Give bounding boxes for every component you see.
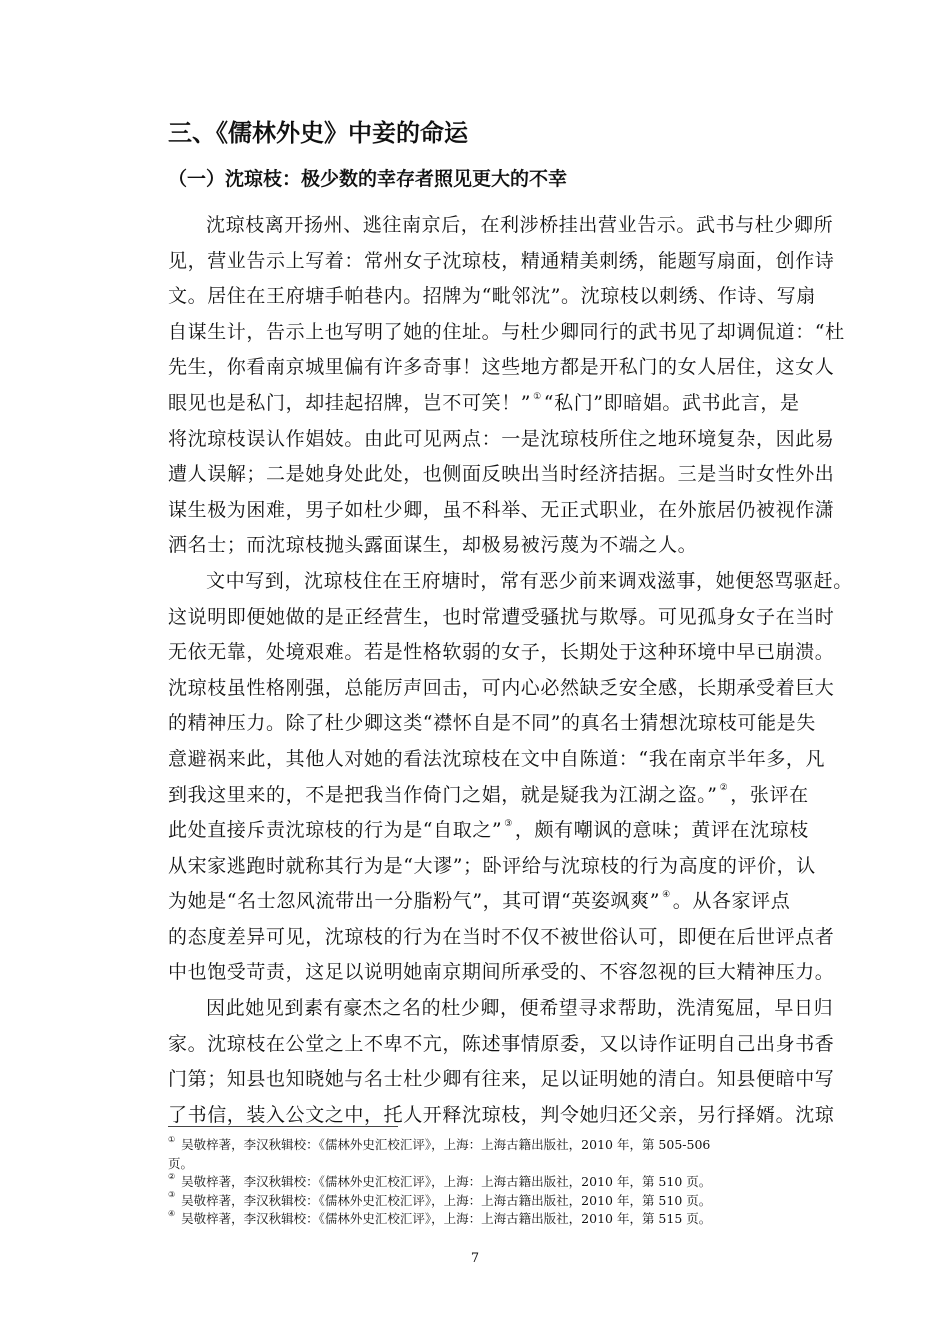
body-line	[168, 350, 835, 386]
body-line-text: 这说明即便她做的是正经营生，也时常遭受骚扰与欺辱。可见孤身女子在当时	[168, 605, 835, 628]
body-line	[168, 244, 835, 280]
body-line-text: ，张评在	[730, 783, 809, 806]
body-line	[168, 635, 835, 671]
body-line-text: 洒名士；而沈琼枝抛头露面谋生，却极易被污蔑为不端之人。	[168, 534, 698, 557]
body-line-text: 了书信，装入公文之中，托人开释沈琼枝，判令她归还父亲，另行择婿。沈琼	[168, 1103, 835, 1126]
footnotes	[168, 1136, 808, 1229]
body-line	[168, 493, 835, 529]
footnote-text: 吴敬梓著，李汉秋辑校：《儒林外史汇校汇评》，上海：上海古籍出版社，2010 年，第 515 页。	[181, 1211, 712, 1226]
body-line	[168, 706, 816, 742]
body-line-text: 门第；知县也知晓她与名士杜少卿有往来，足以证明她的清白。知县便暗中写	[168, 1068, 835, 1091]
body-line	[168, 991, 834, 1027]
footnote-item	[168, 1210, 808, 1229]
body-line	[168, 528, 808, 564]
section-title: 三、《儒林外史》中妾的命运	[168, 119, 468, 147]
body-line-text: 文。居住在王府塘手帕巷内。招牌为“毗邻沈”。沈琼枝以刺绣、作诗、写扇	[168, 285, 816, 308]
body-line-text: 将沈琼枝误认作娼妓。由此可见两点：一是沈琼枝所住之地环境复杂，因此易	[168, 427, 835, 450]
body-line	[168, 920, 835, 956]
footnote-mark: ③	[168, 1190, 176, 1200]
footnote-item	[168, 1173, 808, 1192]
body-line	[168, 813, 808, 849]
body-line	[168, 1098, 835, 1134]
body-line	[168, 778, 808, 814]
footnote-mark: ①	[168, 1134, 176, 1144]
body-line-text: 无依无靠，处境艰难。若是性格软弱的女子，长期处于这种环境中早已崩溃。	[168, 641, 835, 664]
body-line	[168, 422, 835, 458]
body-line-text: 到我这里来的，不是把我当作倚门之娼，就是疑我为江湖之盗。”	[168, 783, 718, 806]
body-line-text: 眼见也是私门，却挂起招牌，岂不可笑！”	[168, 391, 532, 414]
footnote-text: 吴敬梓著，李汉秋辑校：《儒林外史汇校汇评》，上海：上海古籍出版社，2010 年，第 505-506	[181, 1137, 711, 1152]
body-line	[168, 208, 834, 244]
footnote-mark: ②	[168, 1171, 176, 1181]
footnote-item	[168, 1192, 808, 1211]
body-text	[168, 208, 853, 1133]
body-line-text: 谋生极为困难，男子如杜少卿，虽不科举、无正式职业，在外旅居仍被视作潇	[168, 498, 835, 521]
body-line-text: 自谋生计，告示上也写明了她的住址。与杜少卿同行的武书见了却调侃道：“杜	[168, 320, 845, 343]
footnote-text: 页。	[168, 1155, 194, 1171]
body-line-text: ，颇有嘲讽的意味；黄评在沈琼枝	[514, 819, 809, 842]
body-line-text: “私门”即暗娼。武书此言，是	[543, 391, 800, 414]
body-line-text: 沈琼枝离开扬州、逃往南京后，在利涉桥挂出营业告示。武书与杜少卿所	[206, 214, 834, 236]
body-line	[168, 1027, 835, 1063]
footnote-text: 吴敬梓著，李汉秋辑校：《儒林外史汇校汇评》，上海：上海古籍出版社，2010 年，第 510 页。	[181, 1192, 712, 1208]
body-line	[168, 742, 826, 778]
body-line-text: 意避祸来此，其他人对她的看法沈琼枝在文中自陈道：“我在南京半年多，凡	[168, 747, 826, 770]
body-line	[168, 386, 808, 422]
body-line-text: 因此她见到素有豪杰之名的杜少卿，便希望寻求帮助，洗清冤屈，早日归	[206, 997, 834, 1020]
footnote-reference: ④	[662, 889, 671, 900]
body-line-text: 为她是“名士忽风流带出一分脂粉气”，其可谓“英姿飒爽”	[168, 890, 661, 913]
body-line	[168, 849, 816, 885]
body-line-text: 此处直接斥责沈琼枝的行为是“自取之”	[168, 819, 503, 842]
page-number: 7	[470, 1251, 480, 1266]
footnote-item	[168, 1136, 808, 1155]
body-line-text: 沈琼枝虽性格刚强，总能厉声回击，可内心必然缺乏安全感，长期承受着巨大	[168, 676, 835, 699]
footnote-reference: ②	[719, 783, 729, 794]
body-line-text: 的态度差异可见，沈琼枝的行为在当时不仅不被世俗认可，即便在后世评点者	[168, 925, 835, 948]
body-line	[168, 564, 853, 600]
body-line	[168, 955, 835, 991]
body-line-text: 从宋家逃跑时就称其行为是“大谬”；卧评给与沈琼枝的行为高度的评价，认	[168, 854, 816, 877]
body-line	[168, 600, 835, 636]
body-line-text: 。从各家评点	[672, 890, 791, 913]
footnote-text: 吴敬梓著，李汉秋辑校：《儒林外史汇校汇评》，上海：上海古籍出版社，2010 年，第 510 页。	[181, 1174, 712, 1189]
footnote-divider	[168, 1126, 398, 1127]
footnote-mark: ④	[168, 1208, 176, 1218]
footnote-item	[168, 1155, 808, 1174]
body-line-text: 遭人误解；二是她身处此处，也侧面反映出当时经济拮据。三是当时女性外出	[168, 463, 835, 486]
body-line-text: 家。沈琼枝在公堂之上不卑不亢，陈述事情原委，又以诗作证明自己出身书香	[168, 1032, 835, 1055]
subsection-title: （一）沈琼枝：极少数的幸存者照见更大的不幸	[168, 168, 568, 190]
footnote-reference: ③	[504, 818, 513, 829]
body-line	[168, 671, 835, 707]
body-line-text: 先生，你看南京城里偏有许多奇事！这些地方都是开私门的女人居住，这女人	[168, 356, 835, 379]
body-line-text: 见，营业告示上写着：常州女子沈琼枝，精通精美刺绣，能题写扇面，创作诗	[168, 249, 835, 272]
body-line-text: 文中写到，沈琼枝住在王府塘时，常有恶少前来调戏滋事，她便怒骂驱赶。	[206, 569, 853, 592]
footnote-reference: ①	[533, 391, 542, 402]
body-line	[168, 1062, 835, 1098]
body-line	[168, 884, 808, 920]
body-line-text: 的精神压力。除了杜少卿这类“襟怀自是不同”的真名士猜想沈琼枝可能是失	[168, 712, 816, 735]
body-line	[168, 315, 845, 351]
body-line	[168, 279, 816, 315]
body-line	[168, 457, 835, 493]
body-line-text: 中也饱受苛责，这足以说明她南京期间所承受的、不容忽视的巨大精神压力。	[168, 961, 835, 984]
